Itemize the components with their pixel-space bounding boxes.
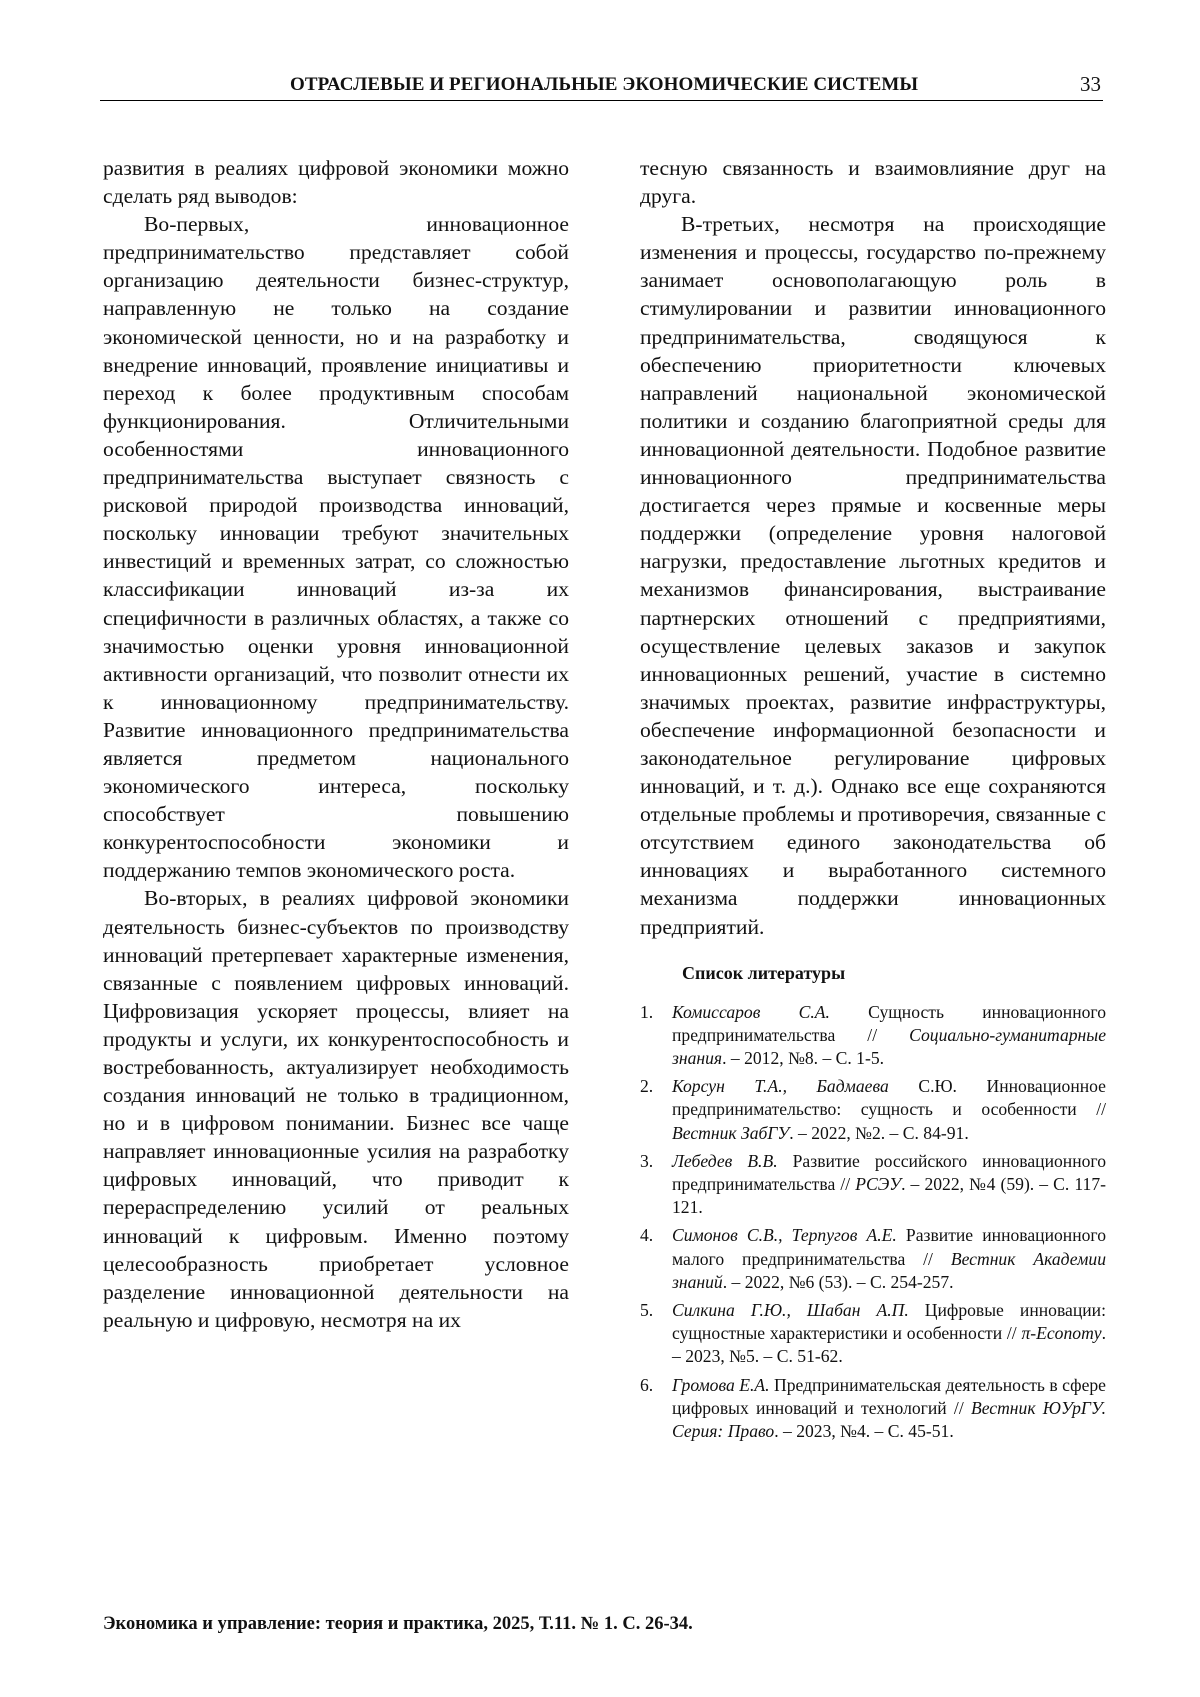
reference-source: Вестник ЮУрГУ. Серия: Право: [672, 1397, 1107, 1442]
reference-number: 1.: [640, 1001, 654, 1022]
right-column: [640, 154, 1106, 1448]
reference-authors: Симонов С.В., Терпугов А.Е.: [672, 1225, 897, 1246]
reference-item: [640, 1075, 1106, 1145]
reference-item: [640, 1001, 1106, 1071]
reference-number: 6.: [640, 1374, 654, 1395]
paragraph-third-conclusion: В-третьих, несмотря на происходящие изменения и процессы, государство по-прежнему занимает основополагающую роль в стимулировании и развитии инновационного предпринимательства, сводящуюся к обеспечению приоритетности ключевых направлений национальной экономической политики и созданию благоприятной среды для инновационной деятельности. Подобное развитие инновационного предпринимательства достигается через прямые и косвенные меры поддержки (определение уровня налоговой нагрузки, предоставление льготных кредитов и механизмов финансирования, выстраивание партнерских отношений с предприятиями, осуществление целевых заказов и закупок инновационных решений, участие в системно значимых проектах, развитие инфраструктуры, обеспечение информационной безопасности и законодательное регулирование цифровых инноваций, и т. д.). Однако все еще сохраняются отдельные проблемы и противоречия, связанные с отсутствием единого законодательства об инновациях и выработанного системного механизма поддержки инновационных предприятий.: [640, 212, 1106, 939]
references-heading: Список литературы: [682, 962, 846, 983]
reference-source: Социально-гуманитарные знания: [672, 1024, 1106, 1069]
journal-citation-footer: Экономика и управление: теория и практика, 2025, Т.11. № 1. С. 26-34.: [103, 1614, 693, 1634]
reference-details: . – 2023, №5. – С. 51-62.: [672, 1323, 1106, 1367]
reference-authors: Силкина Г.Ю., Шабан А.П.: [672, 1300, 909, 1321]
reference-title: Цифровые инновации: сущностные характеристики и особенности //: [672, 1300, 1106, 1344]
reference-details: . – 2022, №2. – С. 84-91.: [789, 1122, 969, 1143]
reference-details: . – 2012, №8. – С. 1-5.: [722, 1048, 885, 1069]
paragraph-first-conclusion: Во-первых, инновационное предпринимательство представляет собой организацию деятельности бизнес-структур, направленную не только на создание экономической ценности, но и на разработку и внедрение инноваций, проявление инициативы и переход к более продуктивным способам функционирования. Отличительными особенностями инновационного предпринимательства выступает связность с рисковой природой производства инноваций, поскольку инновации требуют значительных инвестиций и временных затрат, со сложностью классификации инноваций из-за их специфичности в различных областях, а также со значимостью оценки уровня инновационной активности организаций, что позволит отнести их к инновационному предпринимательству. Развитие инновационного предпринимательства является предметом национального экономического интереса, поскольку способствует повышению конкурентоспособности экономики и поддержанию темпов экономического роста.: [103, 212, 569, 883]
reference-authors: Громова Е.А.: [672, 1374, 770, 1395]
reference-number: 3.: [640, 1150, 654, 1171]
reference-number: 2.: [640, 1076, 654, 1097]
reference-item: [640, 1374, 1106, 1444]
running-header: [100, 72, 1103, 101]
reference-number: 4.: [640, 1225, 654, 1246]
page-number: 33: [1080, 72, 1101, 96]
reference-title: Предпринимательская деятельность в сфере цифровых инноваций и технологий //: [672, 1374, 1106, 1418]
references-list: [640, 1001, 1106, 1444]
reference-source: Вестник Академии знаний: [672, 1248, 1106, 1292]
reference-item: [640, 1299, 1106, 1369]
journal-section-title: ОТРАСЛЕВЫЕ И РЕГИОНАЛЬНЫЕ ЭКОНОМИЧЕСКИЕ СИСТЕМЫ: [290, 74, 919, 95]
reference-title: Развитие инновационного малого предпринимательства //: [672, 1225, 1107, 1269]
reference-authors: Комиссаров С.А.: [672, 1001, 830, 1022]
reference-title: Сущность инновационного предпринимательства //: [672, 1001, 1106, 1045]
paragraph-continuation-right: тесную связанность и взаимовлияние друг на друга.: [640, 156, 1106, 209]
reference-item: [640, 1150, 1106, 1220]
paragraph-continuation: развития в реалиях цифровой экономики можно сделать ряд выводов:: [103, 156, 569, 209]
reference-number: 5.: [640, 1300, 654, 1321]
left-column: [103, 154, 569, 1334]
reference-source: π-Economy: [1021, 1323, 1102, 1344]
reference-title: С.Ю. Инновационное предпринимательство: сущность и особенности //: [672, 1076, 1106, 1120]
reference-title: Развитие российского инновационного предпринимательства //: [672, 1150, 1106, 1195]
reference-authors: Лебедев В.В.: [672, 1150, 778, 1171]
reference-source: Вестник ЗабГУ: [672, 1122, 790, 1143]
reference-details: . – 2022, №4 (59). – С. 117-121.: [672, 1174, 1107, 1218]
reference-details: . – 2023, №4. – С. 45-51.: [774, 1421, 954, 1442]
reference-authors: Корсун Т.А., Бадмаева: [672, 1076, 889, 1097]
reference-source: РСЭУ: [855, 1174, 902, 1195]
paragraph-second-conclusion: Во-вторых, в реалиях цифровой экономики деятельность бизнес-субъектов по производству инноваций претерпевает характерные изменения, связанные с появлением цифровых инноваций. Цифровизация ускоряет процессы, влияет на продукты и услуги, их конкурентоспособность и востребованность, актуализирует необходимость создания инноваций не только в традиционном, но и в цифровом понимании. Бизнес все чаще направляет инновационные усилия на разработку цифровых инноваций, что приводит к перераспределению усилий от реальных инноваций к цифровым. Именно поэтому целесообразность приобретает условное разделение инновационной деятельности на реальную и цифровую, несмотря на их: [103, 886, 569, 1332]
reference-item: [640, 1224, 1106, 1294]
reference-details: . – 2022, №6 (53). – С. 254-257.: [722, 1271, 954, 1292]
